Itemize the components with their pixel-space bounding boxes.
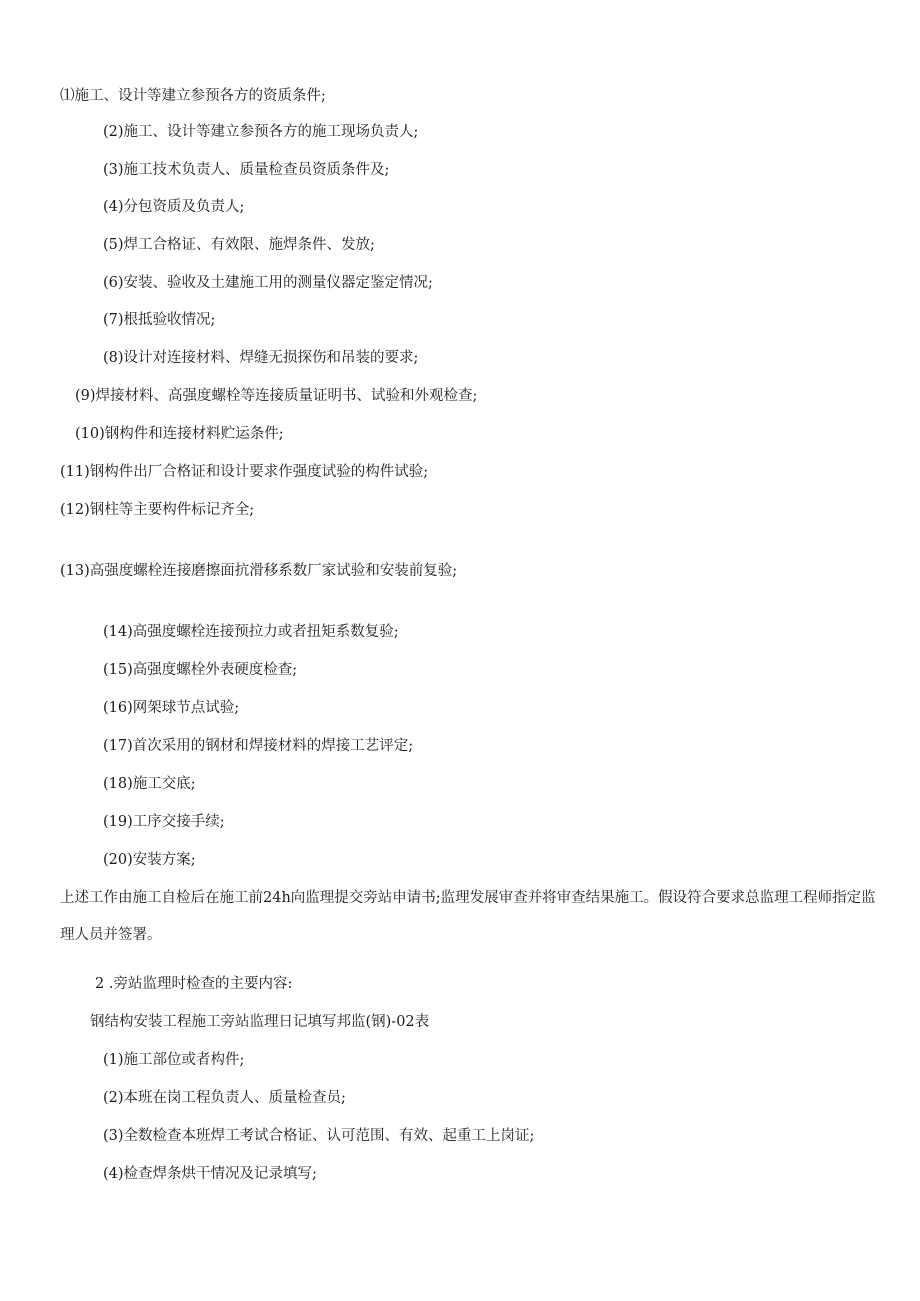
list-item: (3)施工技术负责人、质量检查员资质条件及; bbox=[103, 162, 390, 178]
list-item: (3)全数检查本班焊工考试合格证、认可范围、有效、起重工上岗证; bbox=[103, 1128, 535, 1144]
list-item: (2)本班在岗工程负责人、质量检查员; bbox=[103, 1090, 346, 1106]
list-item: ⑴施工、设计等建立参预各方的资质条件; bbox=[60, 88, 326, 104]
list-item: (11)钢构件出厂合格证和设计要求作强度试验的构件试验; bbox=[60, 464, 429, 480]
list-item: (6)安装、验收及土建施工用的测量仪器定鉴定情况; bbox=[103, 275, 433, 291]
list-item: (8)设计对连接材料、焊缝无损探伤和吊装的要求; bbox=[103, 350, 419, 366]
list-item: (13)高强度螺栓连接磨擦面抗滑移系数厂家试验和安装前复验; bbox=[60, 563, 458, 579]
list-item: (2)施工、设计等建立参预各方的施工现场负责人; bbox=[103, 124, 419, 140]
list-item: (7)根抵验收情况; bbox=[103, 312, 216, 328]
list-item: (4)分包资质及负责人; bbox=[103, 199, 245, 215]
list-item: (12)钢柱等主要构件标记齐全; bbox=[60, 502, 255, 518]
list-item: (17)首次采用的钢材和焊接材料的焊接工艺评定; bbox=[103, 738, 414, 754]
list-item: (5)焊工合格证、有效限、施焊条件、发放; bbox=[103, 237, 375, 253]
list-item: (20)安装方案; bbox=[103, 852, 196, 868]
list-item: (1)施工部位或者构件; bbox=[103, 1052, 245, 1068]
section-heading: 2 .旁站监理时检查的主要内容: bbox=[95, 976, 293, 992]
list-item: (4)检查焊条烘干情况及记录填写; bbox=[103, 1166, 317, 1182]
list-item: (15)高强度螺栓外表硬度检查; bbox=[103, 662, 298, 678]
list-item: (19)工序交接手续; bbox=[103, 814, 225, 830]
summary-paragraph: 上述工作由施工自检后在施工前24h向监理提交旁站申请书;监理发展审查并将审查结果施工。假设符合要求总监理工程师指定监理人员并签署。 bbox=[60, 890, 876, 943]
list-item: (16)网架球节点试验; bbox=[103, 700, 240, 716]
form-title: 钢结构安装工程施工旁站监理日记填写邦监(钢)-02表 bbox=[90, 1014, 430, 1030]
list-item: (10)钢构件和连接材料贮运条件; bbox=[75, 426, 284, 442]
list-item: (18)施工交底; bbox=[103, 776, 196, 792]
list-item: (14)高强度螺栓连接预拉力或者扭矩系数复验; bbox=[103, 624, 399, 640]
list-item: (9)焊接材料、高强度螺栓等连接质量证明书、试验和外观检查; bbox=[75, 388, 478, 404]
